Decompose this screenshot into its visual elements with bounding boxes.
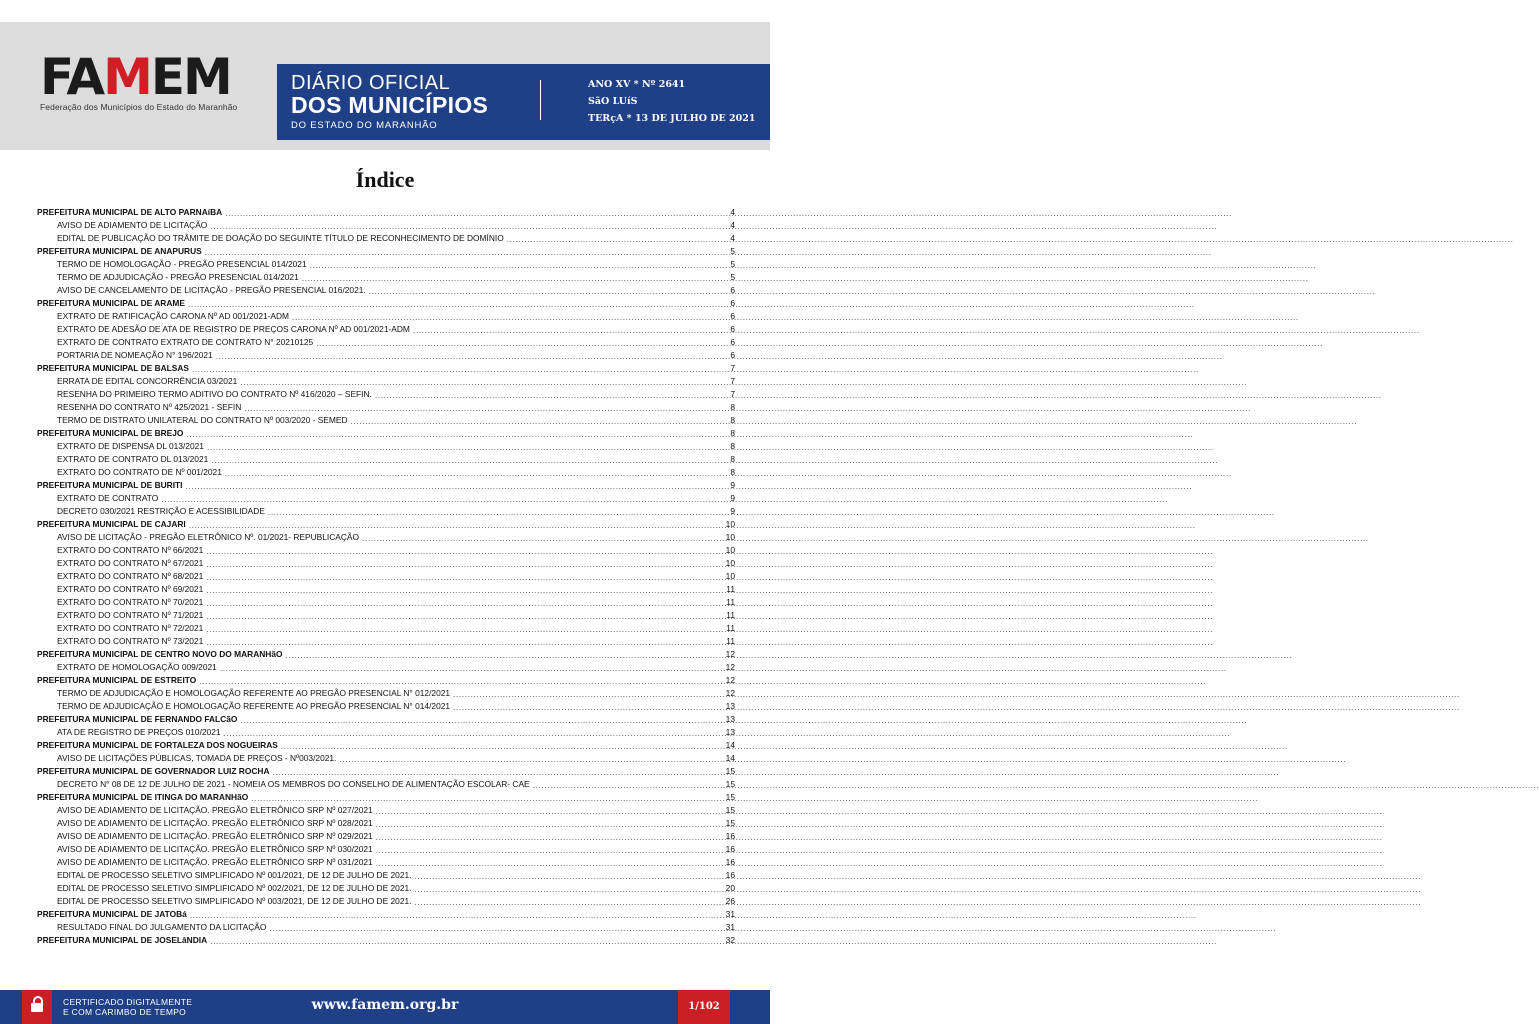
toc-entry-row[interactable] <box>37 895 735 908</box>
toc-item-title: ERRATA DE EDITAL CONCORRÊNCIA 03/2021 <box>57 376 238 386</box>
toc-entry-row[interactable] <box>37 921 735 934</box>
edition-date: TERçA * 13 DE JULHO DE 2021 <box>588 113 756 124</box>
toc-item-title: TERMO DE ADJUDICAÇÃO - PREGÃO PRESENCIAL 014/2021 <box>57 272 299 282</box>
toc-entry-row[interactable] <box>37 388 735 401</box>
toc-item-title: EXTRATO DO CONTRATO DE Nº 001/2021 <box>57 467 222 477</box>
toc-leader-dots <box>240 714 722 726</box>
toc-page-number: 8 <box>730 441 735 451</box>
toc-leader-dots <box>244 402 727 414</box>
toc-page-number: 12 <box>725 675 735 685</box>
toc-page-number: 7 <box>730 376 735 386</box>
toc-entry-row[interactable] <box>37 466 735 479</box>
toc-leader-dots <box>376 844 723 856</box>
toc-leader-dots <box>269 922 722 934</box>
toc-page-number: 14 <box>725 753 735 763</box>
toc-entry-row[interactable] <box>37 856 735 869</box>
toc-item-title: AVISO DE ADIAMENTO DE LICITAÇÃO. PREGÃO ELETRÔNICO SRP Nº 029/2021 <box>57 831 373 841</box>
toc-item-title: PREFEITURA MUNICIPAL DE JOSELâNDIA <box>37 935 208 945</box>
toc-leader-dots <box>205 246 728 258</box>
toc-leader-dots <box>206 571 722 583</box>
toc-item-title: RESENHA DO CONTRATO Nº 425/2021 - SEFIN <box>57 402 242 412</box>
toc-leader-dots <box>206 597 723 609</box>
toc-page-number: 12 <box>725 649 735 659</box>
toc-page-number: 5 <box>730 259 735 269</box>
toc-page-number: 16 <box>725 831 735 841</box>
toc-page-number: 11 <box>726 636 735 646</box>
toc-item-title: EDITAL DE PROCESSO SELETIVO SIMPLIFICADO Nº 003/2021, DE 12 DE JULHO DE 2021. <box>57 896 412 906</box>
toc-item-title: TERMO DE ADJUDICAÇÃO E HOMOLOGAÇÃO REFERENTE AO PREGÃO PRESENCIAL N° 014/2021 <box>57 701 451 711</box>
toc-item-title: AVISO DE ADIAMENTO DE LICITAÇÃO. PREGÃO ELETRÔNICO SRP Nº 031/2021 <box>57 857 373 867</box>
toc-item-title: PREFEITURA MUNICIPAL DE ALTO PARNAíBA <box>37 207 223 217</box>
toc-page-number: 4 <box>730 220 735 230</box>
toc-page-number: 9 <box>730 480 735 490</box>
toc-leader-dots <box>207 441 727 453</box>
toc-leader-dots <box>161 493 727 505</box>
toc-entry-row[interactable] <box>37 700 735 713</box>
toc-page-number: 13 <box>725 714 735 724</box>
toc-item-title: ATA DE REGISTRO DE PREÇOS 010/2021 <box>57 727 221 737</box>
toc-item-title: PREFEITURA MUNICIPAL DE CAJARI <box>37 519 186 529</box>
toc-entry-row[interactable] <box>37 830 735 843</box>
toc-entry-row[interactable] <box>37 349 735 362</box>
toc-page-number: 8 <box>730 428 735 438</box>
toc-item-title: EXTRATO DE DISPENSA DL 013/2021 <box>57 441 204 451</box>
toc-leader-dots <box>206 584 723 596</box>
toc-page-number: 6 <box>730 337 735 347</box>
toc-leader-dots <box>533 779 723 791</box>
toc-page-number: 11 <box>726 584 735 594</box>
toc-leader-dots <box>188 298 727 310</box>
toc-section-row[interactable] <box>37 427 735 440</box>
toc-page-number: 13 <box>725 701 735 711</box>
logo-wordmark <box>40 48 237 106</box>
toc-entry-row[interactable] <box>37 258 735 271</box>
toc-item-title: AVISO DE ADIAMENTO DE LICITAÇÃO. PREGÃO ELETRÔNICO SRP Nº 027/2021 <box>57 805 373 815</box>
toc-item-title: PREFEITURA MUNICIPAL DE BURITI <box>37 480 183 490</box>
toc-item-title: RESENHA DO PRIMEIRO TERMO ADITIVO DO CONTRATO Nº 416/2020 – SEFIN. <box>57 389 372 399</box>
toc-leader-dots <box>268 506 727 518</box>
toc-leader-dots <box>453 701 723 713</box>
banner-line-1: DIÁRIO OFICIAL <box>291 72 451 94</box>
toc-leader-dots <box>310 259 728 271</box>
toc-page-number: 13 <box>725 727 735 737</box>
toc-entry-row[interactable] <box>37 232 735 245</box>
toc-entry-row[interactable] <box>37 752 735 765</box>
toc-leader-dots <box>376 818 723 830</box>
toc-entry-row[interactable] <box>37 414 735 427</box>
toc-item-title: AVISO DE LICITAÇÕES PÚBLICAS, TOMADA DE PREÇOS - Nº003/2021. <box>57 753 337 763</box>
toc-page-number: 14 <box>725 740 735 750</box>
banner-line-2: DOS MUNICÍPIOS <box>291 92 489 118</box>
toc-page-number: 6 <box>730 285 735 295</box>
toc-section-row[interactable] <box>37 297 735 310</box>
toc-page-number: 7 <box>730 363 735 373</box>
toc-leader-dots <box>286 649 723 661</box>
toc-item-title: EXTRATO DO CONTRATO Nº 67/2021 <box>57 558 204 568</box>
toc-item-title: EXTRATO DE CONTRATO EXTRATO DE CONTRATO N° 20210125 <box>57 337 314 347</box>
toc-section-row[interactable] <box>37 791 735 804</box>
toc-page-number: 10 <box>725 545 735 555</box>
toc-section-row[interactable] <box>37 362 735 375</box>
toc-page-number: 15 <box>725 805 735 815</box>
toc-page-number: 31 <box>725 922 735 932</box>
toc-item-title: PREFEITURA MUNICIPAL DE CENTRO NOVO DO MARANHãO <box>37 649 283 659</box>
toc-item-title: EXTRATO DO CONTRATO Nº 72/2021 <box>57 623 204 633</box>
toc-item-title: EXTRATO DO CONTRATO Nº 70/2021 <box>57 597 204 607</box>
toc-item-title: EXTRATO DO CONTRATO Nº 73/2021 <box>57 636 204 646</box>
toc-leader-dots <box>414 896 722 908</box>
toc-page-number: 9 <box>730 506 735 516</box>
toc-page-number: 8 <box>730 454 735 464</box>
toc-leader-dots <box>206 558 722 570</box>
logo-prefix: FA <box>40 48 104 106</box>
toc-leader-dots <box>507 233 728 245</box>
toc-page-number: 10 <box>725 571 735 581</box>
toc-leader-dots <box>225 467 727 479</box>
famem-logo <box>40 48 238 112</box>
toc-page-number: 6 <box>730 350 735 360</box>
toc-item-title: TERMO DE DISTRATO UNILATERAL DO CONTRATO Nº 003/2020 - SEMED <box>57 415 348 425</box>
toc-section-row[interactable] <box>37 245 735 258</box>
toc-entry-row[interactable] <box>37 869 735 882</box>
toc-leader-dots <box>210 935 723 947</box>
toc-page-number: 6 <box>730 298 735 308</box>
toc-entry-row[interactable] <box>37 817 735 830</box>
toc-page-number: 10 <box>725 532 735 542</box>
toc-page-number: 6 <box>730 311 735 321</box>
toc-entry-row[interactable] <box>37 570 735 583</box>
toc-page-number: 11 <box>726 623 735 633</box>
toc-page-number: 7 <box>730 389 735 399</box>
toc-leader-dots <box>414 870 722 882</box>
toc-item-title: PREFEITURA MUNICIPAL DE ESTREITO <box>37 675 197 685</box>
toc-section-row[interactable] <box>37 739 735 752</box>
toc-item-title: EXTRATO DO CONTRATO Nº 69/2021 <box>57 584 204 594</box>
toc-entry-row[interactable] <box>37 778 735 791</box>
website-link[interactable]: www.famem.org.br <box>311 997 459 1013</box>
toc-item-title: PREFEITURA MUNICIPAL DE BREJO <box>37 428 184 438</box>
toc-entry-row[interactable] <box>37 505 735 518</box>
toc-leader-dots <box>186 428 727 440</box>
toc-leader-dots <box>210 220 727 232</box>
toc-item-title: EXTRATO DE HOMOLOGAÇÃO 009/2021 <box>57 662 217 672</box>
toc-page-number: 5 <box>730 272 735 282</box>
toc-leader-dots <box>414 883 722 895</box>
toc-entry-row[interactable] <box>37 375 735 388</box>
toc-page-number: 12 <box>725 688 735 698</box>
toc-item-title: TERMO DE HOMOLOGAÇÃO - PREGÃO PRESENCIAL 014/2021 <box>57 259 307 269</box>
toc-item-title: DECRETO N° 08 DE 12 DE JULHO DE 2021 - NOMEIA OS MEMBROS DO CONSELHO DE ALIMENTAÇÃO ESCOLAR- CAE <box>57 779 530 789</box>
masthead <box>0 22 770 150</box>
toc-entry-row[interactable] <box>37 453 735 466</box>
toc-entry-row[interactable] <box>37 726 735 739</box>
toc-item-title: AVISO DE ADIAMENTO DE LICITAÇÃO. PREGÃO ELETRÔNICO SRP Nº 028/2021 <box>57 818 373 828</box>
toc-entry-row[interactable] <box>37 219 735 232</box>
publication-banner <box>277 64 770 140</box>
toc-section-row[interactable] <box>37 765 735 778</box>
toc-item-title: DECRETO 030/2021 RESTRIÇÃO E ACESSIBILIDADE <box>57 506 265 516</box>
toc-section-row[interactable] <box>37 518 735 531</box>
edition-number: ANO XV * Nº 2641 <box>588 79 686 90</box>
toc-leader-dots <box>190 909 723 921</box>
toc-leader-dots <box>206 610 723 622</box>
toc-page-number: 4 <box>730 233 735 243</box>
toc-page-number: 4 <box>730 207 735 217</box>
toc-entry-row[interactable] <box>37 440 735 453</box>
toc-leader-dots <box>369 285 728 297</box>
toc-item-title: AVISO DE LICITAÇÃO - PREGÃO ELETRÔNICO Nº. 01/2021- REPUBLICAÇÃO <box>57 532 360 542</box>
banner-line-3: DO ESTADO DO MARANHÃO <box>291 120 438 131</box>
toc-entry-row[interactable] <box>37 804 735 817</box>
toc-item-title: PORTARIA DE NOMEAÇÃO N° 196/2021 <box>57 350 213 360</box>
banner-divider <box>540 80 541 120</box>
toc-entry-row[interactable] <box>37 635 735 648</box>
toc-leader-dots <box>225 207 727 219</box>
toc-item-title: EXTRATO DO CONTRATO Nº 71/2021 <box>57 610 204 620</box>
toc-entry-row[interactable] <box>37 557 735 570</box>
toc-entry-row[interactable] <box>37 336 735 349</box>
logo-subtitle: Federação dos Municípios do Estado do Maranhão <box>40 102 238 112</box>
toc-item-title: EXTRATO DO CONTRATO Nº 66/2021 <box>57 545 204 555</box>
toc-section-row[interactable] <box>37 934 735 947</box>
certificate-line-1: CERTIFICADO DIGITALMENTE <box>63 997 193 1007</box>
toc-leader-dots <box>240 376 727 388</box>
toc-page-number: 6 <box>730 324 735 334</box>
toc-entry-row[interactable] <box>37 544 735 557</box>
toc-section-row[interactable] <box>37 206 735 219</box>
table-of-contents <box>37 206 735 947</box>
toc-page-number: 12 <box>725 662 735 672</box>
logo-suffix: EM <box>150 48 231 106</box>
toc-entry-row[interactable] <box>37 583 735 596</box>
toc-page-number: 10 <box>725 558 735 568</box>
toc-entry-row[interactable] <box>37 401 735 414</box>
toc-leader-dots <box>362 532 723 544</box>
toc-leader-dots <box>216 350 728 362</box>
page-number: 1/102 <box>678 990 730 1024</box>
toc-page-number: 8 <box>730 467 735 477</box>
toc-leader-dots <box>376 805 723 817</box>
toc-leader-dots <box>413 324 727 336</box>
toc-page-number: 10 <box>725 519 735 529</box>
toc-page-number: 16 <box>725 857 735 867</box>
toc-item-title: TERMO DE ADJUDICAÇÃO E HOMOLOGAÇÃO REFERENTE AO PREGÃO PRESENCIAL N° 012/2021 <box>57 688 451 698</box>
toc-page-number: 11 <box>726 610 735 620</box>
toc-section-row[interactable] <box>37 648 735 661</box>
toc-item-title: PREFEITURA MUNICIPAL DE ARAME <box>37 298 185 308</box>
toc-item-title: PREFEITURA MUNICIPAL DE GOVERNADOR LUIZ ROCHA <box>37 766 270 776</box>
toc-item-title: EXTRATO DE ADESÃO DE ATA DE REGISTRO DE PREÇOS CARONA Nº AD 001/2021-ADM <box>57 324 410 334</box>
toc-item-title: EXTRATO DE CONTRATO <box>57 493 159 503</box>
toc-entry-row[interactable] <box>37 310 735 323</box>
toc-item-title: PREFEITURA MUNICIPAL DE ANAPURUS <box>37 246 202 256</box>
toc-page-number: 11 <box>726 597 735 607</box>
toc-item-title: EXTRATO DE CONTRATO DL 013/2021 <box>57 454 209 464</box>
toc-leader-dots <box>316 337 727 349</box>
toc-leader-dots <box>339 753 722 765</box>
toc-entry-row[interactable] <box>37 492 735 505</box>
logo-accent: M <box>103 48 151 106</box>
toc-item-title: EXTRATO DO CONTRATO Nº 68/2021 <box>57 571 204 581</box>
certificate-line-2: E COM CARIMBO DE TEMPO <box>63 1007 187 1017</box>
toc-leader-dots <box>453 688 723 700</box>
toc-section-row[interactable] <box>37 674 735 687</box>
index-title: Índice <box>355 167 415 192</box>
toc-page-number: 8 <box>730 415 735 425</box>
toc-page-number: 15 <box>725 779 735 789</box>
toc-item-title: AVISO DE ADIAMENTO DE LICITAÇÃO <box>57 220 208 230</box>
toc-item-title: EDITAL DE PROCESSO SELETIVO SIMPLIFICADO Nº 001/2021, DE 12 DE JULHO DE 2021. <box>57 870 412 880</box>
toc-leader-dots <box>206 623 723 635</box>
toc-page-number: 15 <box>725 766 735 776</box>
toc-leader-dots <box>375 389 727 401</box>
toc-page-number: 16 <box>725 844 735 854</box>
toc-item-title: PREFEITURA MUNICIPAL DE ITINGA DO MARANHãO <box>37 792 249 802</box>
toc-entry-row[interactable] <box>37 687 735 700</box>
toc-item-title: AVISO DE ADIAMENTO DE LICITAÇÃO. PREGÃO ELETRÔNICO SRP Nº 030/2021 <box>57 844 373 854</box>
toc-entry-row[interactable] <box>37 882 735 895</box>
toc-leader-dots <box>273 766 723 778</box>
toc-entry-row[interactable] <box>37 596 735 609</box>
toc-section-row[interactable] <box>37 713 735 726</box>
toc-page-number: 9 <box>730 493 735 503</box>
toc-item-title: RESULTADO FINAL DO JULGAMENTO DA LICITAÇÃO <box>57 922 267 932</box>
toc-leader-dots <box>302 272 728 284</box>
toc-entry-row[interactable] <box>37 323 735 336</box>
toc-leader-dots <box>376 831 723 843</box>
toc-entry-row[interactable] <box>37 843 735 856</box>
toc-leader-dots <box>189 519 723 531</box>
toc-section-row[interactable] <box>37 908 735 921</box>
toc-item-title: PREFEITURA MUNICIPAL DE FERNANDO FALCãO <box>37 714 238 724</box>
toc-item-title: PREFEITURA MUNICIPAL DE FORTALEZA DOS NOGUEIRAS <box>37 740 278 750</box>
toc-leader-dots <box>376 857 723 869</box>
toc-leader-dots <box>281 740 723 752</box>
toc-entry-row[interactable] <box>37 284 735 297</box>
toc-item-title: EXTRATO DE RATIFICAÇÃO CARONA Nº AD 001/2021-ADM <box>57 311 290 321</box>
toc-leader-dots <box>220 662 723 674</box>
footer-bar <box>0 990 770 1024</box>
toc-page-number: 15 <box>725 792 735 802</box>
toc-entry-row[interactable] <box>37 531 735 544</box>
toc-leader-dots <box>292 311 727 323</box>
toc-leader-dots <box>192 363 727 375</box>
edition-city: SãO LUíS <box>588 96 638 107</box>
toc-page-number: 26 <box>725 896 735 906</box>
toc-leader-dots <box>185 480 727 492</box>
toc-item-title: EDITAL DE PROCESSO SELETIVO SIMPLIFICADO Nº 002/2021, DE 12 DE JULHO DE 2021. <box>57 883 412 893</box>
toc-page-number: 20 <box>725 883 735 893</box>
toc-page-number: 31 <box>725 909 735 919</box>
toc-item-title: PREFEITURA MUNICIPAL DE JATOBá <box>37 909 187 919</box>
toc-leader-dots <box>206 545 722 557</box>
toc-entry-row[interactable] <box>37 622 735 635</box>
toc-leader-dots <box>351 415 728 427</box>
toc-entry-row[interactable] <box>37 609 735 622</box>
toc-item-title: EDITAL DE PUBLICAÇÃO DO TRÂMITE DE DOAÇÃO DO SEGUINTE TÍTULO DE RECONHECIMENTO DE DOMÍNIO <box>57 233 504 243</box>
toc-leader-dots <box>251 792 722 804</box>
toc-entry-row[interactable] <box>37 661 735 674</box>
toc-item-title: AVISO DE CANCELAMENTO DE LICITAÇÃO - PREGÃO PRESENCIAL 016/2021. <box>57 285 366 295</box>
toc-page-number: 15 <box>725 818 735 828</box>
toc-section-row[interactable] <box>37 479 735 492</box>
toc-item-title: PREFEITURA MUNICIPAL DE BALSAS <box>37 363 189 373</box>
toc-entry-row[interactable] <box>37 271 735 284</box>
toc-page-number: 16 <box>725 870 735 880</box>
toc-page-number: 5 <box>730 246 735 256</box>
toc-leader-dots <box>206 636 723 648</box>
toc-leader-dots <box>199 675 722 687</box>
toc-leader-dots <box>224 727 723 739</box>
toc-leader-dots <box>211 454 727 466</box>
toc-page-number: 8 <box>730 402 735 412</box>
toc-page-number: 32 <box>725 935 735 945</box>
